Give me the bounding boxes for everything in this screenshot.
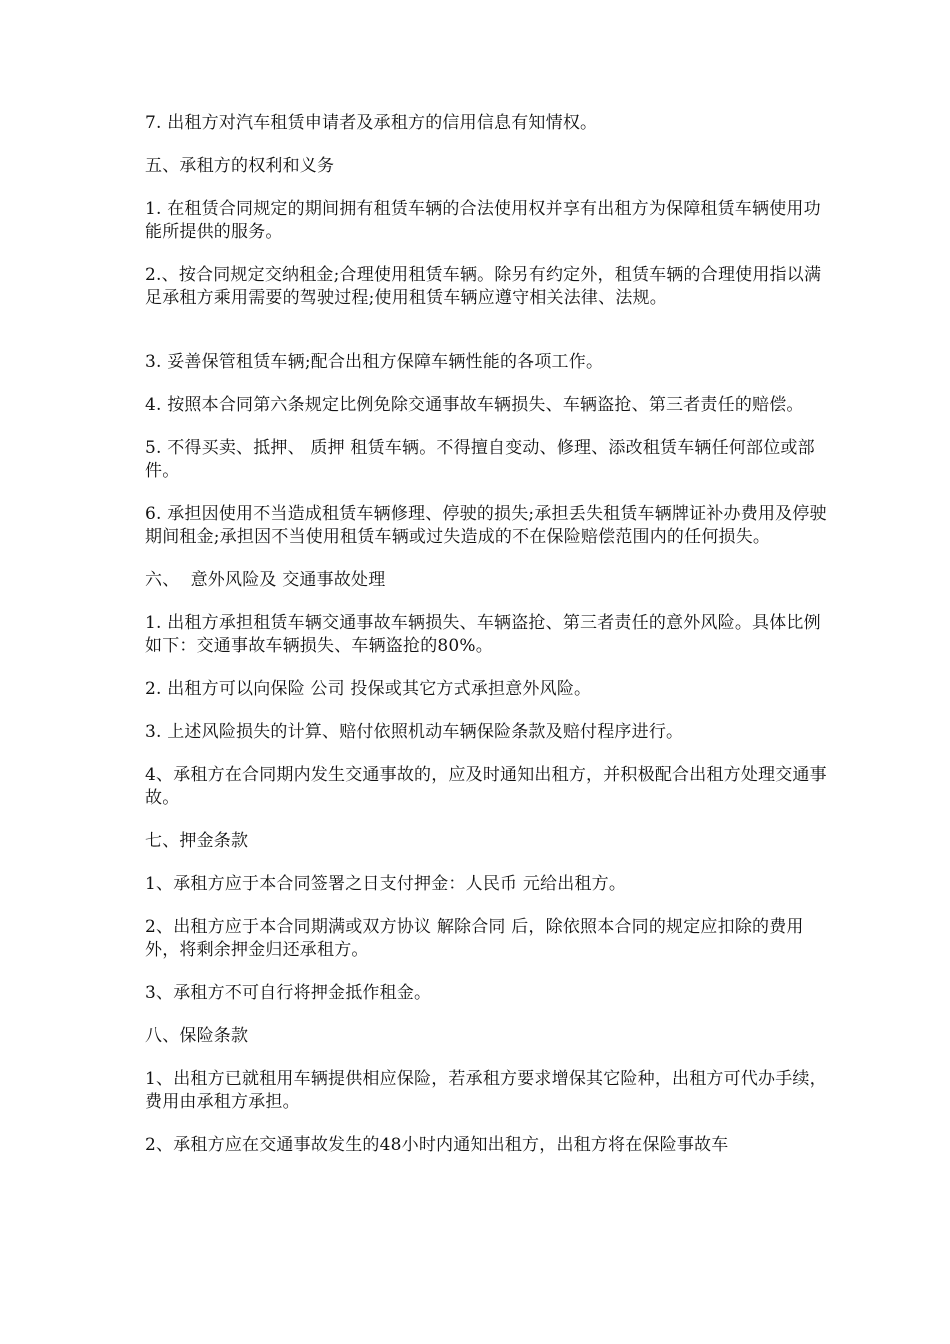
clause-paragraph: 3. 妥善保管租赁车辆;配合出租方保障车辆性能的各项工作。 (145, 352, 604, 372)
clause-paragraph: 1、承租方应于本合同签署之日支付押金：人民币 元给出租方。 (145, 874, 627, 894)
clause-paragraph: 2. 出租方可以向保险 公司 投保或其它方式承担意外风险。 (145, 679, 592, 699)
clause-paragraph: 4. 按照本合同第六条规定比例免除交通事故车辆损失、车辆盗抢、第三者责任的赔偿。 (145, 395, 804, 415)
clause-paragraph: 5. 不得买卖、抵押、 质押 租赁车辆。不得擅自变动、修理、添改租赁车辆任何部位或部件。 (145, 438, 815, 481)
section-heading: 七、押金条款 (145, 831, 249, 851)
clause-paragraph: 3、承租方不可自行将押金抵作租金。 (145, 983, 432, 1003)
clause-paragraph: 6. 承担因使用不当造成租赁车辆修理、停驶的损失;承担丢失租赁车辆牌证补办费用及停驶期间租金;承担因不当使用租赁车辆或过失造成的不在保险赔偿范围内的任何损失。 (145, 504, 827, 547)
clause-paragraph: 1. 在租赁合同规定的期间拥有租赁车辆的合法使用权并享有出租方为保障租赁车辆使用功能所提供的服务。 (145, 199, 821, 242)
clause-paragraph: 1. 出租方承担租赁车辆交通事故车辆损失、车辆盗抢、第三者责任的意外风险。具体比例如下：交通事故车辆损失、车辆盗抢的80%。 (145, 613, 821, 656)
document-body (145, 112, 830, 1177)
clause-paragraph: 2、出租方应于本合同期满或双方协议 解除合同 后，除依照本合同的规定应扣除的费用外，将剩余押金归还承租方。 (145, 917, 804, 960)
clause-paragraph: 1、出租方已就租用车辆提供相应保险，若承租方要求增保其它险种，出租方可代办手续，费用由承租方承担。 (145, 1069, 827, 1112)
section-heading: 六、 意外风险及 交通事故处理 (145, 570, 386, 590)
clause-paragraph: 2.、按合同规定交纳租金;合理使用租赁车辆。除另有约定外，租赁车辆的合理使用指以满足承租方乘用需要的驾驶过程;使用租赁车辆应遵守相关法律、法规。 (145, 265, 822, 308)
clause-paragraph: 4、承租方在合同期内发生交通事故的，应及时通知出租方，并积极配合出租方处理交通事故。 (145, 765, 827, 808)
clause-paragraph: 2、承租方应在交通事故发生的48小时内通知出租方，出租方将在保险事故车 (145, 1135, 729, 1155)
section-heading: 八、保险条款 (145, 1026, 249, 1046)
clause-paragraph: 3. 上述风险损失的计算、赔付依照机动车辆保险条款及赔付程序进行。 (145, 722, 684, 742)
clause-paragraph: 7. 出租方对汽车租赁申请者及承租方的信用信息有知情权。 (145, 113, 598, 133)
section-heading: 五、承租方的权利和义务 (145, 156, 335, 176)
